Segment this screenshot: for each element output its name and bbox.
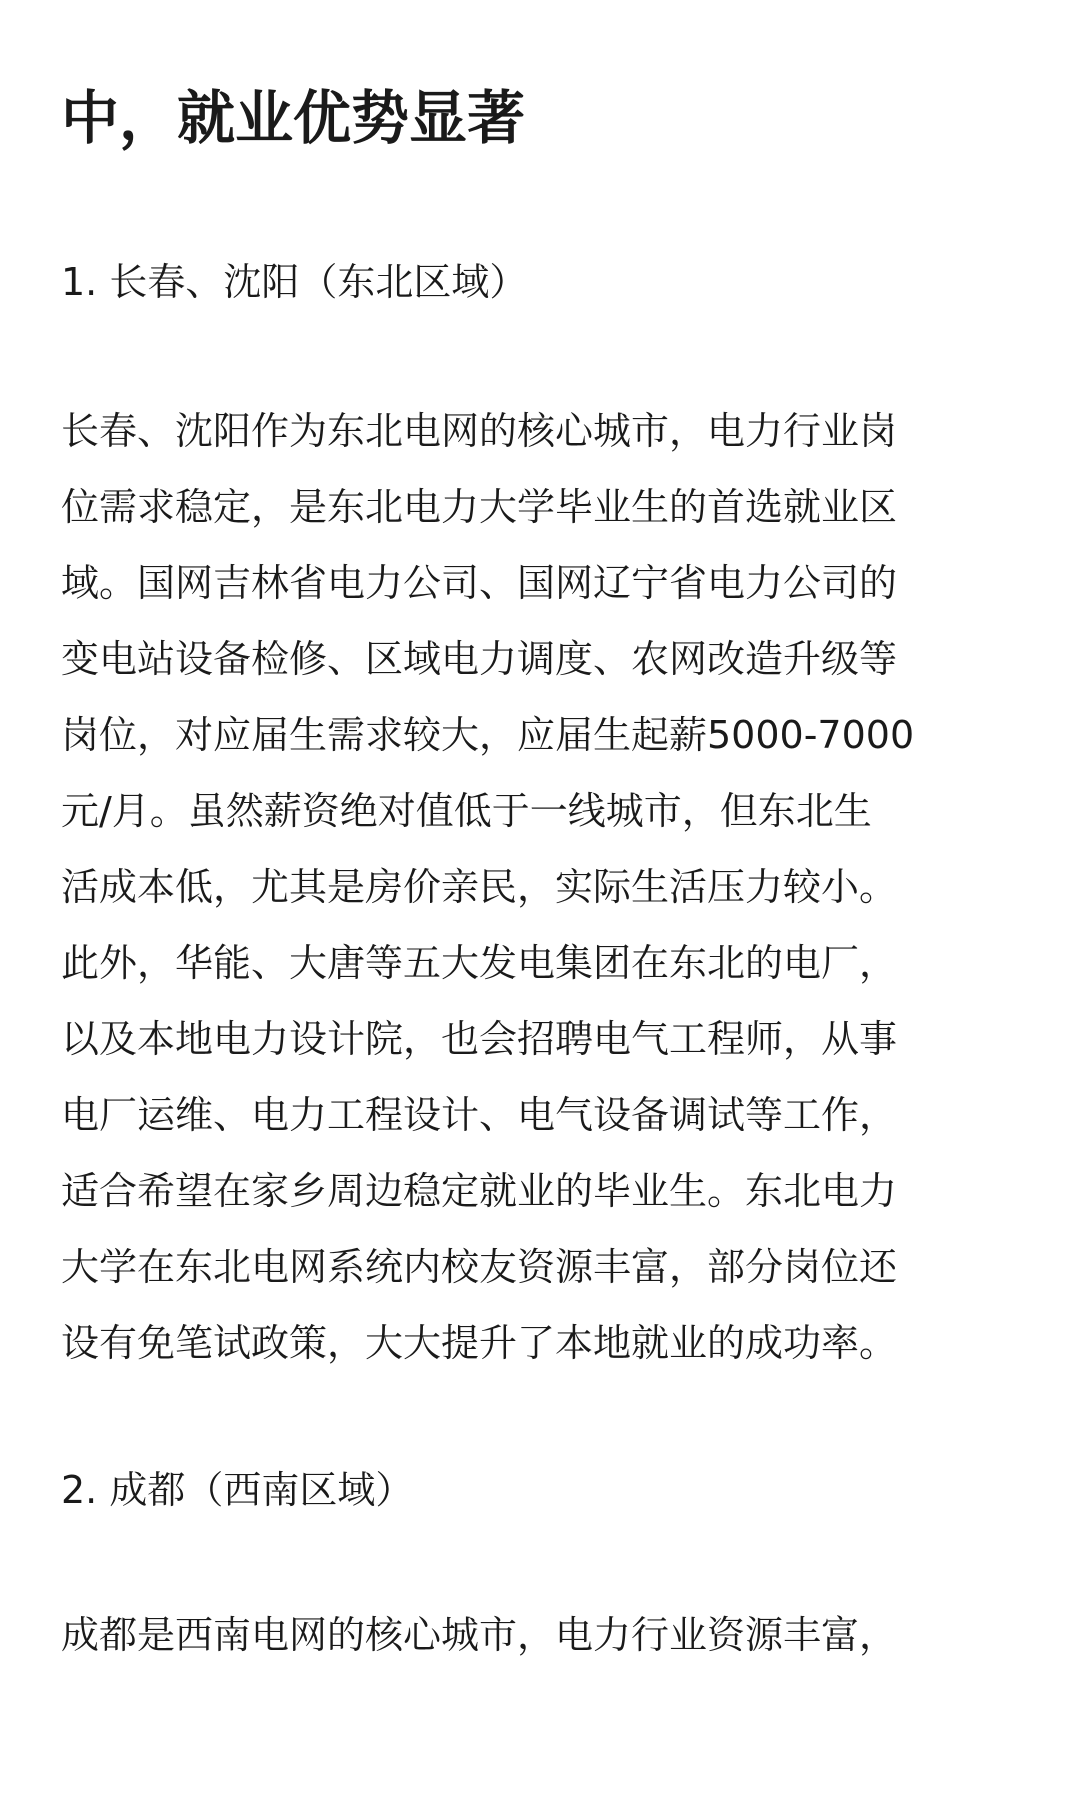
paragraph-line: 电厂运维、电力工程设计、电气设备调试等工作，: [61, 1093, 898, 1137]
paragraph-line: 成都是西南电网的核心城市，电力行业资源丰富，: [61, 1613, 898, 1657]
section-paragraph-chengdu: [61, 1597, 1021, 1673]
paragraph-line: 元/月。虽然薪资绝对值低于一线城市，但东北生: [61, 789, 872, 833]
paragraph-line: 长春、沈阳作为东北电网的核心城市，电力行业岗: [61, 409, 898, 453]
paragraph-line: 适合希望在家乡周边稳定就业的毕业生。东北电力: [61, 1169, 898, 1213]
paragraph-line: 活成本低，尤其是房价亲民，实际生活压力较小。: [61, 865, 898, 909]
page-title: 中，就业优势显著: [61, 84, 526, 152]
paragraph-line: 设有免笔试政策，大大提升了本地就业的成功率。: [61, 1321, 898, 1365]
paragraph-line: 以及本地电力设计院，也会招聘电气工程师，从事: [61, 1017, 898, 1061]
paragraph-line: 位需求稳定，是东北电力大学毕业生的首选就业区: [61, 485, 898, 529]
paragraph-line: 岗位，对应届生需求较大，应届生起薪5000-7000: [61, 713, 915, 757]
paragraph-line: 变电站设备检修、区域电力调度、农网改造升级等: [61, 637, 898, 681]
section-heading-changchun-shenyang: 1. 长春、沈阳（东北区域）: [61, 260, 528, 304]
paragraph-line: 大学在东北电网系统内校友资源丰富，部分岗位还: [61, 1245, 898, 1289]
section-heading-chengdu: 2. 成都（西南区域）: [61, 1468, 414, 1512]
paragraph-line: 域。国网吉林省电力公司、国网辽宁省电力公司的: [61, 561, 898, 605]
section-paragraph-changchun-shenyang: [61, 393, 1021, 1381]
paragraph-line: 此外，华能、大唐等五大发电集团在东北的电厂，: [61, 941, 898, 985]
